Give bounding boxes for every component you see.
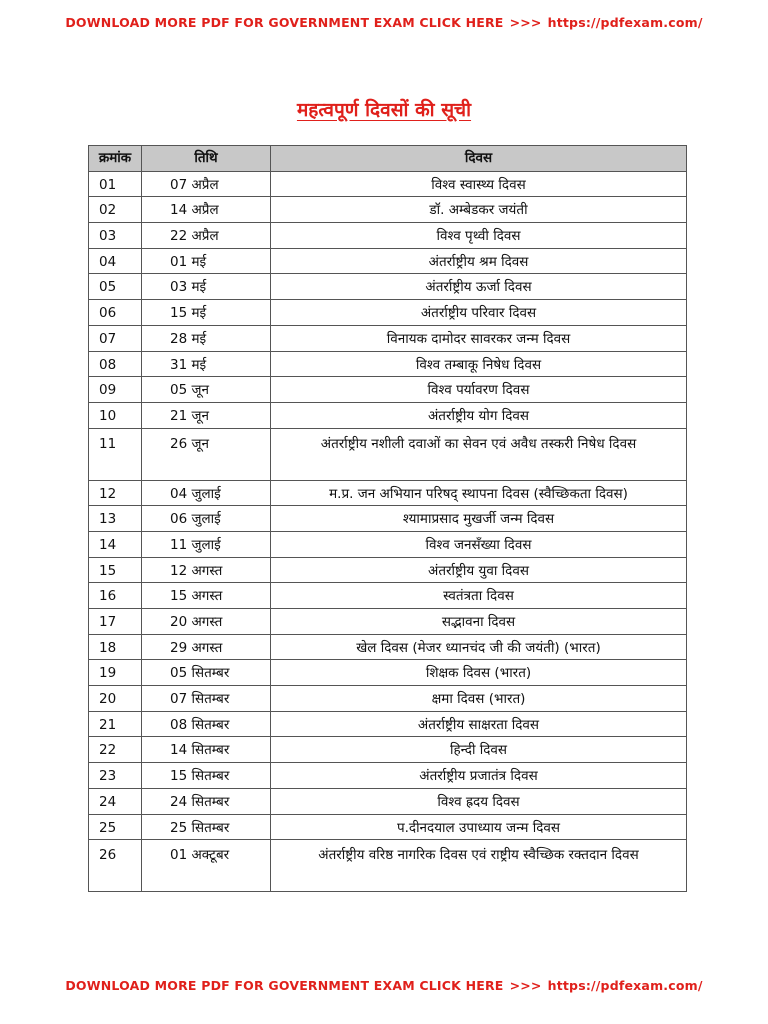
serial-number-cell: 26 [89,840,142,892]
serial-number-cell: 10 [89,402,142,428]
table-row [89,634,687,660]
day-cell: अंतर्राष्ट्रीय योग दिवस [271,402,687,428]
top-download-banner[interactable] [0,15,768,30]
table-row [89,377,687,403]
serial-number-cell: 20 [89,686,142,712]
serial-number-cell: 06 [89,300,142,326]
date-cell: 15 मई [142,300,271,326]
serial-number-cell: 09 [89,377,142,403]
table-row [89,660,687,686]
date-cell: 24 सितम्बर [142,788,271,814]
date-cell: 08 सितम्बर [142,711,271,737]
table-row [89,583,687,609]
day-cell: अंतर्राष्ट्रीय युवा दिवस [271,557,687,583]
date-cell: 04 जुलाई [142,480,271,506]
banner-link[interactable]: https://pdfexam.com/ [547,15,703,30]
header-date: तिथि [142,146,271,172]
day-cell: हिन्दी दिवस [271,737,687,763]
day-cell: विश्व तम्बाकू निषेध दिवस [271,351,687,377]
day-cell: सद्भावना दिवस [271,609,687,635]
date-cell: 14 अप्रैल [142,197,271,223]
serial-number-cell: 18 [89,634,142,660]
serial-number-cell: 25 [89,814,142,840]
date-cell: 05 जून [142,377,271,403]
date-cell: 11 जुलाई [142,531,271,557]
date-cell: 12 अगस्त [142,557,271,583]
day-cell: खेल दिवस (मेजर ध्यानचंद जी की जयंती) (भारत) [271,634,687,660]
serial-number-cell: 11 [89,428,142,480]
table-row [89,248,687,274]
serial-number-cell: 21 [89,711,142,737]
serial-number-cell: 15 [89,557,142,583]
date-cell: 07 अप्रैल [142,171,271,197]
table-row [89,737,687,763]
serial-number-cell: 23 [89,763,142,789]
table-row [89,609,687,635]
serial-number-cell: 17 [89,609,142,635]
serial-number-cell: 14 [89,531,142,557]
day-cell: अंतर्राष्ट्रीय श्रम दिवस [271,248,687,274]
day-cell: विश्व पृथ्वी दिवस [271,223,687,249]
day-cell: क्षमा दिवस (भारत) [271,686,687,712]
table-header-row [89,146,687,172]
day-cell: शिक्षक दिवस (भारत) [271,660,687,686]
serial-number-cell: 03 [89,223,142,249]
table-body [89,171,687,892]
date-cell: 15 सितम्बर [142,763,271,789]
serial-number-cell: 16 [89,583,142,609]
day-cell: अंतर्राष्ट्रीय परिवार दिवस [271,300,687,326]
table-row [89,531,687,557]
table-row [89,506,687,532]
date-cell: 28 मई [142,325,271,351]
date-cell: 05 सितम्बर [142,660,271,686]
serial-number-cell: 24 [89,788,142,814]
table-row [89,557,687,583]
date-cell: 06 जुलाई [142,506,271,532]
table-row [89,480,687,506]
serial-number-cell: 01 [89,171,142,197]
day-cell: अंतर्राष्ट्रीय साक्षरता दिवस [271,711,687,737]
day-cell: विश्व स्वास्थ्य दिवस [271,171,687,197]
header-day: दिवस [271,146,687,172]
date-cell: 03 मई [142,274,271,300]
serial-number-cell: 08 [89,351,142,377]
header-serial-number: क्रमांक [89,146,142,172]
day-cell: प.दीनदयाल उपाध्याय जन्म दिवस [271,814,687,840]
banner-text: DOWNLOAD MORE PDF FOR GOVERNMENT EXAM CLICK HERE [65,15,504,30]
day-cell: स्वतंत्रता दिवस [271,583,687,609]
table-row [89,814,687,840]
serial-number-cell: 07 [89,325,142,351]
table-row [89,840,687,892]
date-cell: 01 अक्टूबर [142,840,271,892]
day-cell: डॉ. अम्बेडकर जयंती [271,197,687,223]
day-cell: विश्व पर्यावरण दिवस [271,377,687,403]
bottom-download-banner[interactable] [0,978,768,993]
table-row [89,402,687,428]
table-row [89,763,687,789]
important-days-table-container [88,145,687,892]
serial-number-cell: 02 [89,197,142,223]
serial-number-cell: 22 [89,737,142,763]
table-row [89,711,687,737]
table-row [89,274,687,300]
date-cell: 22 अप्रैल [142,223,271,249]
serial-number-cell: 13 [89,506,142,532]
banner-text: DOWNLOAD MORE PDF FOR GOVERNMENT EXAM CLICK HERE [65,978,504,993]
day-cell: विश्व जनसँख्या दिवस [271,531,687,557]
day-cell: श्यामाप्रसाद मुखर्जी जन्म दिवस [271,506,687,532]
important-days-table [88,145,687,892]
table-row [89,300,687,326]
table-row [89,171,687,197]
date-cell: 07 सितम्बर [142,686,271,712]
table-row [89,325,687,351]
banner-arrows: >>> [509,978,542,993]
document-title-text: महत्वपूर्ण दिवसों की सूची [296,99,472,121]
table-row [89,351,687,377]
serial-number-cell: 19 [89,660,142,686]
date-cell: 15 अगस्त [142,583,271,609]
table-row [89,223,687,249]
banner-arrows: >>> [509,15,542,30]
day-cell: अंतर्राष्ट्रीय वरिष्ठ नागरिक दिवस एवं राष्ट्रीय स्वैच्छिक रक्तदान दिवस [271,840,687,892]
date-cell: 01 मई [142,248,271,274]
day-cell: म.प्र. जन अभियान परिषद् स्थापना दिवस (स्वैच्छिकता दिवस) [271,480,687,506]
banner-link[interactable]: https://pdfexam.com/ [547,978,703,993]
document-title [0,96,768,122]
day-cell: अंतर्राष्ट्रीय नशीली दवाओं का सेवन एवं अवैध तस्करी निषेध दिवस [271,428,687,480]
day-cell: अंतर्राष्ट्रीय ऊर्जा दिवस [271,274,687,300]
day-cell: विश्व ह्रदय दिवस [271,788,687,814]
date-cell: 29 अगस्त [142,634,271,660]
table-row [89,686,687,712]
date-cell: 20 अगस्त [142,609,271,635]
table-row [89,428,687,480]
date-cell: 21 जून [142,402,271,428]
date-cell: 31 मई [142,351,271,377]
day-cell: अंतर्राष्ट्रीय प्रजातंत्र दिवस [271,763,687,789]
serial-number-cell: 05 [89,274,142,300]
serial-number-cell: 12 [89,480,142,506]
day-cell: विनायक दामोदर सावरकर जन्म दिवस [271,325,687,351]
serial-number-cell: 04 [89,248,142,274]
date-cell: 14 सितम्बर [142,737,271,763]
date-cell: 26 जून [142,428,271,480]
date-cell: 25 सितम्बर [142,814,271,840]
table-row [89,197,687,223]
table-row [89,788,687,814]
